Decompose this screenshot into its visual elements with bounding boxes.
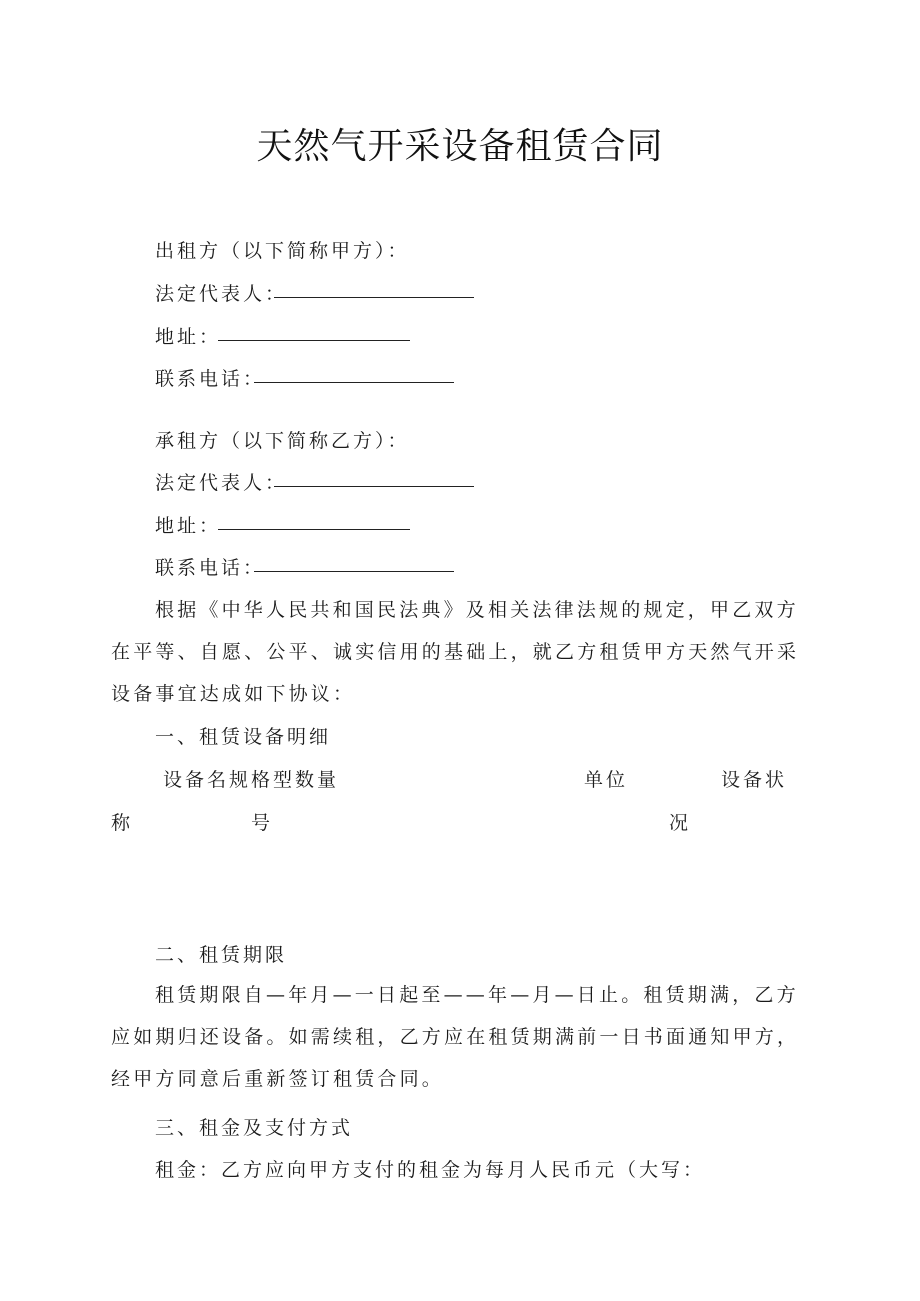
party-a-phone-label: 联系电话： xyxy=(155,368,266,390)
table-header-col1-cont: 称 xyxy=(111,812,134,834)
party-b-heading: 承租方（以下简称乙方）： xyxy=(155,430,410,452)
table-header-col2-cont: 号 xyxy=(251,812,274,834)
party-b-address-label: 地址： xyxy=(155,515,222,537)
section2-heading: 二、租赁期限 xyxy=(155,944,288,966)
party-b-rep-label: 法定代表人： xyxy=(155,472,288,494)
party-a-heading: 出租方（以下简称甲方）： xyxy=(155,240,410,262)
party-b-phone-blank[interactable] xyxy=(254,571,454,572)
party-a-rep-label: 法定代表人： xyxy=(155,283,288,305)
table-header-col2: 单位 xyxy=(584,769,629,791)
intro-paragraph: 根据《中华人民共和国民法典》及相关法律法规的规定，甲乙双方在平等、自愿、公平、诚实信用的基础上，就乙方租赁甲方天然气开采设备事宜达成如下协议： xyxy=(111,599,800,705)
section3-body: 租金：乙方应向甲方支付的租金为每月人民币元（大写： xyxy=(155,1159,706,1181)
party-a-rep-blank[interactable] xyxy=(274,297,474,298)
table-header-col3: 设备状 xyxy=(721,769,788,791)
section1-heading: 一、租赁设备明细 xyxy=(155,726,332,748)
section2-body: 租赁期限自—年月—一日起至——年—月—日止。租赁期满，乙方应如期归还设备。如需续租，乙方应在租赁期满前一日书面通知甲方，经甲方同意后重新签订租赁合同。 xyxy=(111,984,800,1090)
party-a-phone-blank[interactable] xyxy=(254,382,454,383)
party-b-address-blank[interactable] xyxy=(218,529,410,530)
party-b-rep-blank[interactable] xyxy=(274,486,474,487)
section3-heading: 三、租金及支付方式 xyxy=(155,1117,354,1139)
party-a-address-label: 地址： xyxy=(155,326,222,348)
table-header-col1: 设备名规格型数量 xyxy=(163,769,340,791)
table-header-col3-cont: 况 xyxy=(669,812,692,834)
party-a-address-blank[interactable] xyxy=(218,340,410,341)
party-b-phone-label: 联系电话： xyxy=(155,557,266,579)
contract-title: 天然气开采设备租赁合同 xyxy=(256,126,664,167)
